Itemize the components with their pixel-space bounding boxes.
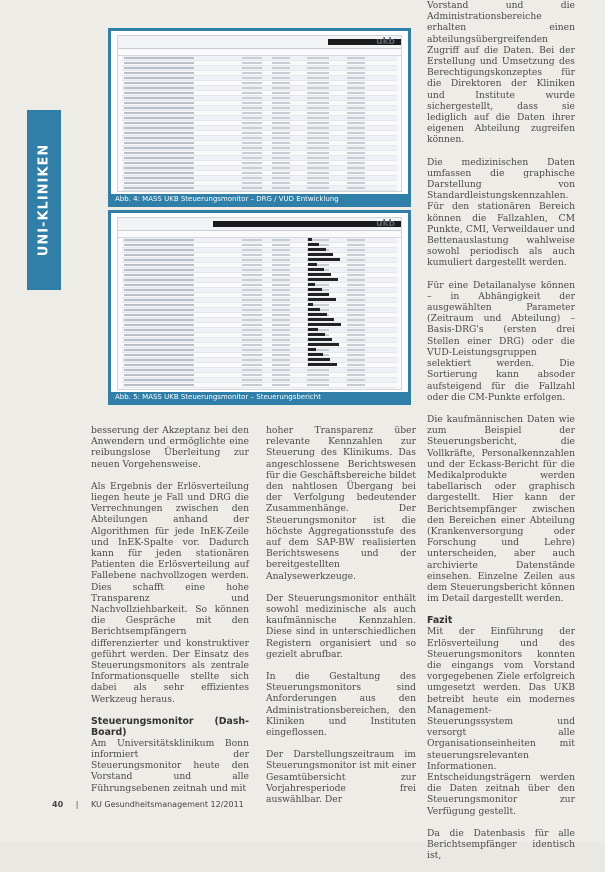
bar [308,298,336,301]
text-column-1 [91,425,249,805]
screenshot-bar-chart [268,238,388,378]
paragraph: hoher Transparenz über relevante Kennzahlen zur Steuerung des Klinikums. Das angeschlossene Berichtswesen für die Geschäftsbereiche bildet den nahtlosen Übergang bei der Verfolgung bedeutender Zusammenhänge. Der Steuerungsmonitor ist die höchste Aggregationsstufe des auf dem SAP-BW realisierten Berichtswesens und der bereitgestellten Analysewerkzeuge. [266,425,416,582]
text-column-3 [427,0,575,872]
bar [308,353,323,356]
paragraph: Am Universitätsklinikum Bonn informiert der Steuerungsmonitor heute den Vorstand und alle Führungsebenen zeitnah und mit [91,737,249,794]
bar [308,343,339,346]
ukb-logo: ukb [376,219,395,229]
bar [308,328,318,331]
bar [308,288,322,291]
screenshot-header [118,36,401,49]
section-heading: Steuerungsmonitor (Dash-Board) [91,715,249,738]
journal-name: KU Gesundheitsmanagement 12/2011 [90,800,244,809]
bar [308,273,331,276]
figure-caption: Abb. 4: MASS UKB Steuerungsmonitor – DRG / VUD Entwicklung [111,194,408,204]
bar [308,358,330,361]
bar [308,303,313,306]
paragraph: besserung der Akzeptanz bei den Anwendern und ermöglichte eine reibungslose Überleitung zur neuen Vorgehensweise. [91,425,249,470]
paragraph: Die medizinischen Daten umfassen die graphische Darstellung von Standardleistungskennzahlen. Für den stationären Bereich können die Fallzahlen, CM Punkte, CMI, Verweildauer und Bettenauslastung wahlweise sowohl periodisch als auch kumuliert dargestellt werden. [427,156,575,269]
figure-caption: Abb. 5: MASS UKB Steuerungsmonitor – Steuerungsbericht [111,392,408,402]
bar [308,243,319,246]
figure-steuerungsbericht [108,210,411,405]
paragraph: Die kaufmännischen Daten wie zum Beispiel der Steuerungsbericht, die Vollkräfte, Personalkennzahlen und der Eckass-Bericht für die Medikalprodukte werden tabellarisch oder graphisch dargestellt. Hier kann der Berichtsempfänger zwischen den Bereichen einer Abteilung (Krankenversorgung oder Forschung und Lehre) unterscheiden, aber auch archivierte Datenstände einsehen. Einzelne Zeilen aus dem Steuerungsbericht können im Detail dargestellt werden. [427,413,575,605]
bar [308,268,324,271]
screenshot-drg-vud [117,35,402,192]
redaction-bar [213,221,402,227]
paragraph: Mit der Einführung der Erlösverteilung und des Steuerungsmonitors konnten die eingangs vom Vorstand vorgegebenen Ziele erfolgreich umgesetzt werden. Das UKB betreibt heute ein modernes Management-Steuerungssystem und versorgt alle Organisationseinheiten mit steuerungsrelevanten Informationen. Entscheidungsträgern werden die Daten zeitnah über den Steuerungsmonitor zur Verfügung gestellt. [427,626,575,817]
text-column-2 [266,425,416,816]
bar [308,238,312,241]
table-row [122,191,397,192]
bar [308,323,341,326]
section-tab-label: UNI-KLINIKEN [36,143,52,257]
section-heading: Fazit [427,615,453,627]
paragraph: Da die Datenbasis für alle Berichtsempfänger identisch ist, [427,827,575,862]
bar [308,263,317,266]
page-number: 40 [52,800,64,809]
bar [308,308,320,311]
bar [308,248,326,251]
paragraph: In die Gestaltung des Steuerungsmonitors sind Anforderungen aus den Administrationsbereichen, den Kliniken und Instituten eingeflossen. [266,671,416,739]
page-footer [52,800,244,809]
figure-drg-vud [108,28,411,207]
bar [308,253,333,256]
bar [308,318,334,321]
paragraph: Vorstand und die Administrationsbereiche erhalten einen abteilungsübergreifenden Zugriff auf die Daten. Bei der Erstellung und Umsetzung des Berechtigungskonzeptes für die Direktoren der Kliniken und Institute wurde sichergestellt, dass sie lediglich auf die Daten ihrer eigenen Abteilung zugreifen können. [427,0,575,146]
bar [308,283,315,286]
screenshot-table [118,56,401,192]
paragraph: Für eine Detailanalyse können – in Abhängigkeit der ausgewählten Parameter (Zeitraum und Abteilung) – Basis-DRG's (ersten drei Stellen einer DRG) oder die VUD-Leistungsgruppen selektiert werden. Die Sortierung kann absoder aufsteigend für die Fallzahl oder die CM-Punkte erfolgen. [427,279,575,403]
bar [308,278,338,281]
bar [308,333,325,336]
screenshot-header [118,218,401,231]
bar [308,363,337,366]
bar [308,338,332,341]
screenshot-steuerungsbericht [117,217,402,390]
screenshot-toolbar [118,231,401,238]
bar [308,293,329,296]
paragraph: Der Steuerungsmonitor enthält sowohl medizinische als auch kaufmännische Kennzahlen. Diese sind in unterschiedlichen Registern organisiert und so gezielt abrufbar. [266,592,416,660]
section-tab [27,110,61,290]
bar [308,313,327,316]
paragraph: Der Darstellungszeitraum im Steuerungsmonitor ist mit einer Gesamtübersicht zur Vorjahresperiode frei auswählbar. Der [266,749,416,806]
bar [308,258,340,261]
table-row [122,383,397,388]
paragraph: Als Ergebnis der Erlösverteilung liegen heute je Fall und DRG die Verrechnungen zwischen den Abteilungen anhand der Algorithmen für jede InEK-Zeile und InEK-Spalte vor. Dadurch kann für jeden stationären Patienten die Erlösverteilung auf Fallebene nachvollzogen werden. Dies schafft eine hohe Transparenz und Nachvollziehbarkeit. So können die Gespräche mit den Berichtsempfängern differenzierter und konstruktiver geführt werden. Der Einsatz des Steuerungsmonitors als zentrale Informationsquelle stellte sich dabei als sehr effizientes Werkzeug heraus. [91,480,249,705]
footer-separator: | [75,800,79,809]
screenshot-toolbar [118,49,401,56]
ukb-logo: ukb [376,37,395,47]
bar [308,348,316,351]
